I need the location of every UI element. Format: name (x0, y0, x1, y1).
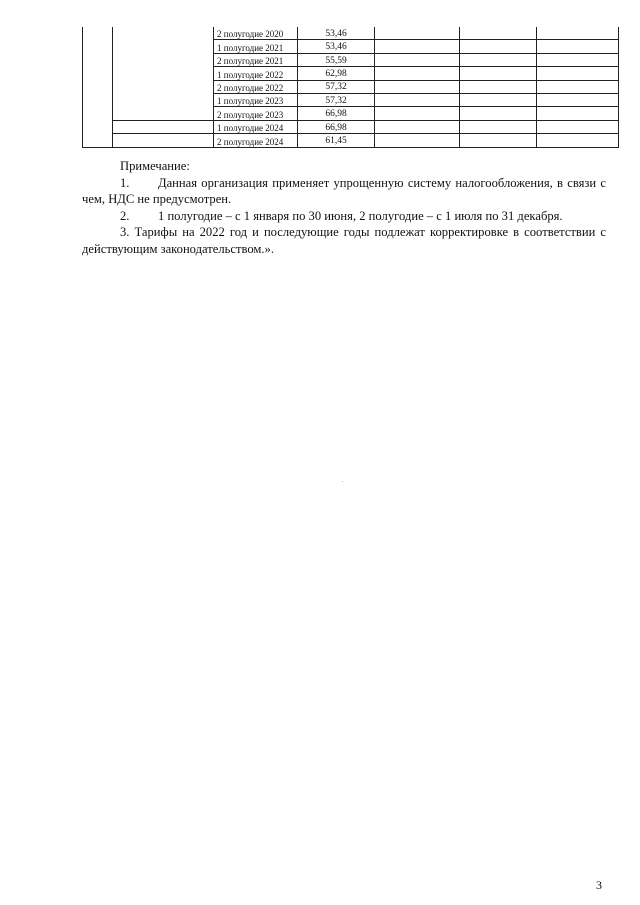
period-cell: 2 полугодие 2022 (214, 80, 298, 93)
table-cell-empty (537, 27, 619, 40)
value-cell: 53,46 (298, 40, 375, 53)
note-item (82, 175, 606, 208)
table-cell-empty (83, 27, 113, 147)
period-cell: 1 полугодие 2024 (214, 120, 298, 133)
table-cell-empty (537, 53, 619, 66)
value-cell: 61,45 (298, 134, 375, 147)
period-cell: 2 полугодие 2023 (214, 107, 298, 120)
table-cell-empty (537, 120, 619, 133)
scan-speck (342, 481, 343, 482)
table-cell-empty (113, 27, 214, 120)
notes-title: Примечание: (120, 159, 190, 173)
table-cell-empty (375, 93, 460, 106)
table-cell-empty (113, 120, 214, 133)
table-row (83, 120, 619, 133)
value-cell: 57,32 (298, 93, 375, 106)
period-cell: 1 полугодие 2022 (214, 67, 298, 80)
table-cell-empty (460, 80, 537, 93)
value-cell: 53,46 (298, 27, 375, 40)
table-cell-empty (375, 107, 460, 120)
value-cell: 55,59 (298, 53, 375, 66)
table-cell-empty (460, 107, 537, 120)
note-text: 1 полугодие – с 1 января по 30 июня, 2 полугодие – с 1 июля по 31 декабря. (158, 208, 563, 223)
note-text: Данная организация применяет упрощенную систему налогообложения, в связи с чем, НДС не предусмотрен. (82, 175, 606, 207)
table-cell-empty (537, 107, 619, 120)
tariff-table (82, 27, 619, 148)
note-number: 3. (120, 225, 130, 240)
notes-section (82, 158, 606, 258)
value-cell: 66,98 (298, 107, 375, 120)
table-cell-empty (460, 67, 537, 80)
table-cell-empty (375, 80, 460, 93)
period-cell: 1 полугодие 2021 (214, 40, 298, 53)
note-number: 2. (120, 208, 130, 223)
table-cell-empty (537, 93, 619, 106)
table-cell-empty (460, 40, 537, 53)
table-cell-empty (375, 53, 460, 66)
table-cell-empty (537, 80, 619, 93)
table-cell-empty (375, 27, 460, 40)
table-cell-empty (460, 53, 537, 66)
note-text: Тарифы на 2022 год и последующие годы подлежат корректировке в соответствии с действующим законодательством.». (82, 225, 606, 256)
note-item (82, 224, 606, 257)
period-cell: 2 полугодие 2024 (214, 134, 298, 147)
table-cell-empty (460, 120, 537, 133)
value-cell: 57,32 (298, 80, 375, 93)
table-cell-empty (375, 134, 460, 147)
period-cell: 1 полугодие 2023 (214, 93, 298, 106)
value-cell: 66,98 (298, 120, 375, 133)
table-cell-empty (460, 93, 537, 106)
table-row (83, 134, 619, 147)
note-item (82, 208, 606, 225)
period-cell: 2 полугодие 2020 (214, 27, 298, 40)
table-cell-empty (537, 134, 619, 147)
table-cell-empty (537, 40, 619, 53)
table-cell-empty (537, 67, 619, 80)
page-number: 3 (596, 878, 602, 892)
period-cell: 2 полугодие 2021 (214, 53, 298, 66)
table-cell-empty (113, 134, 214, 147)
table-row (83, 27, 619, 40)
table-cell-empty (460, 27, 537, 40)
note-number: 1. (120, 175, 130, 190)
value-cell: 62,98 (298, 67, 375, 80)
table-cell-empty (375, 120, 460, 133)
table-cell-empty (375, 40, 460, 53)
table-cell-empty (460, 134, 537, 147)
table-cell-empty (375, 67, 460, 80)
